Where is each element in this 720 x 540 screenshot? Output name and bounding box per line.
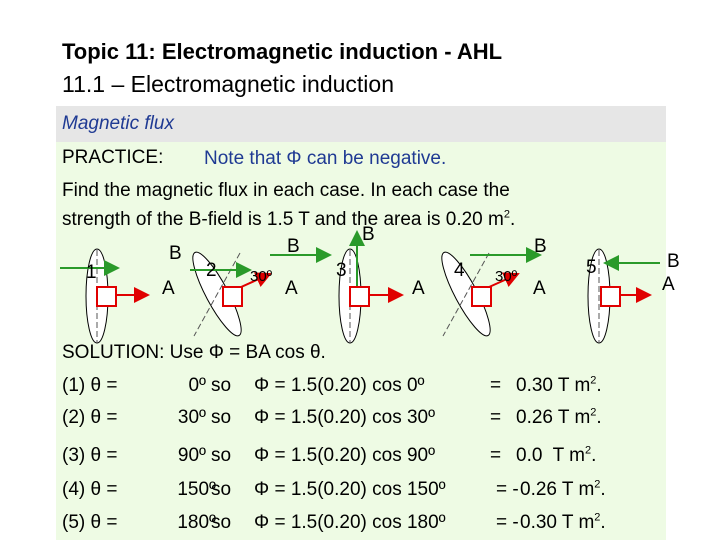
a-label-5: A — [662, 274, 675, 295]
flux-expression: Φ = 1.5(0.20) cos 30º — [254, 407, 436, 428]
case-text: (1) θ = — [62, 375, 118, 396]
so-word: so — [211, 445, 232, 466]
flux-result-end: . — [596, 375, 602, 396]
b-label-3-vertical: B — [362, 224, 375, 245]
so-word: so — [211, 407, 232, 428]
practice-label: PRACTICE: — [62, 147, 164, 168]
flux-result-text: 0.30 T m — [516, 375, 591, 396]
flux-result — [516, 375, 602, 397]
flux-expression: Φ = 1.5(0.20) cos 0º — [254, 375, 425, 396]
flux-result-end: . — [591, 445, 597, 466]
flux-result — [520, 512, 606, 534]
equals-sign: = — [490, 445, 502, 466]
area-square-4 — [471, 286, 492, 307]
practice-note: Note that Φ can be negative. — [204, 148, 447, 169]
angle-value: 150º — [177, 479, 216, 500]
b-label-3: B — [287, 236, 300, 257]
area-square-2 — [222, 286, 243, 307]
a-label-4: A — [533, 278, 546, 299]
case-number-2: 2 — [206, 260, 217, 281]
case-number-1: 1 — [86, 262, 97, 283]
area-square-1 — [96, 286, 117, 307]
flux-result-text: 0.30 T m — [520, 512, 595, 533]
flux-result-sup: 2 — [590, 406, 597, 419]
flux-result-sup: 2 — [594, 511, 601, 524]
topic-heading: Magnetic flux — [62, 113, 174, 134]
flux-result-end: . — [596, 407, 602, 428]
so-word: so — [211, 479, 232, 500]
slide-title: Topic 11: Electromagnetic induction - AHL — [62, 39, 503, 64]
b-label-5: B — [667, 251, 680, 272]
equals-sign: = — [490, 375, 502, 396]
so-word: so — [211, 375, 232, 396]
flux-result — [520, 479, 606, 501]
flux-result-end: . — [600, 512, 606, 533]
practice-line-1: Find the magnetic flux in each case. In each case the — [62, 180, 510, 201]
solution-header: SOLUTION: Use Φ = BA cos θ. — [62, 342, 326, 363]
so-word: so — [211, 512, 232, 533]
b-label-1: B — [169, 243, 182, 264]
angle-label-2: 30º — [250, 268, 273, 285]
a-label-2: A — [285, 278, 298, 299]
practice-line-2-end: . — [509, 209, 516, 230]
case-number-4: 4 — [454, 260, 465, 281]
equals-sign: = - — [496, 512, 519, 533]
equals-sign: = — [490, 407, 502, 428]
flux-result-sup: 2 — [594, 478, 601, 491]
flux-result-text: 0.0 T m — [516, 445, 585, 466]
a-label-3: A — [412, 278, 425, 299]
case-text: (5) θ = — [62, 512, 118, 533]
case-text: (2) θ = — [62, 407, 118, 428]
angle-value: 30º — [177, 407, 206, 428]
case-number-5: 5 — [586, 257, 597, 278]
area-square-3 — [349, 286, 370, 307]
flux-result — [516, 407, 602, 429]
practice-line-2-text: strength of the B-field is 1.5 T and the area is 0.20 m — [62, 209, 504, 230]
flux-result-sup: 2 — [590, 374, 597, 387]
slide-subtitle: 11.1 – Electromagnetic induction — [62, 71, 394, 97]
flux-expression: Φ = 1.5(0.20) cos 90º — [254, 445, 436, 466]
case-number-3: 3 — [336, 260, 347, 281]
b-label-4: B — [534, 236, 547, 257]
case-text: (4) θ = — [62, 479, 118, 500]
flux-result — [516, 445, 596, 467]
flux-result-text: 0.26 T m — [520, 479, 595, 500]
flux-expression: Φ = 1.5(0.20) cos 180º — [254, 512, 446, 533]
angle-label-4: 30º — [495, 268, 518, 285]
area-square-5 — [600, 286, 621, 307]
case-text: (3) θ = — [62, 445, 118, 466]
equals-sign: = - — [496, 479, 519, 500]
angle-value: 180º — [177, 512, 216, 533]
flux-result-end: . — [600, 479, 606, 500]
flux-result-text: 0.26 T m — [516, 407, 591, 428]
practice-line-2-sup: 2 — [503, 208, 510, 221]
angle-value: 0º — [188, 375, 206, 396]
angle-value: 90º — [177, 445, 206, 466]
a-label-1: A — [162, 278, 175, 299]
flux-result-sup: 2 — [585, 444, 592, 457]
flux-expression: Φ = 1.5(0.20) cos 150º — [254, 479, 446, 500]
